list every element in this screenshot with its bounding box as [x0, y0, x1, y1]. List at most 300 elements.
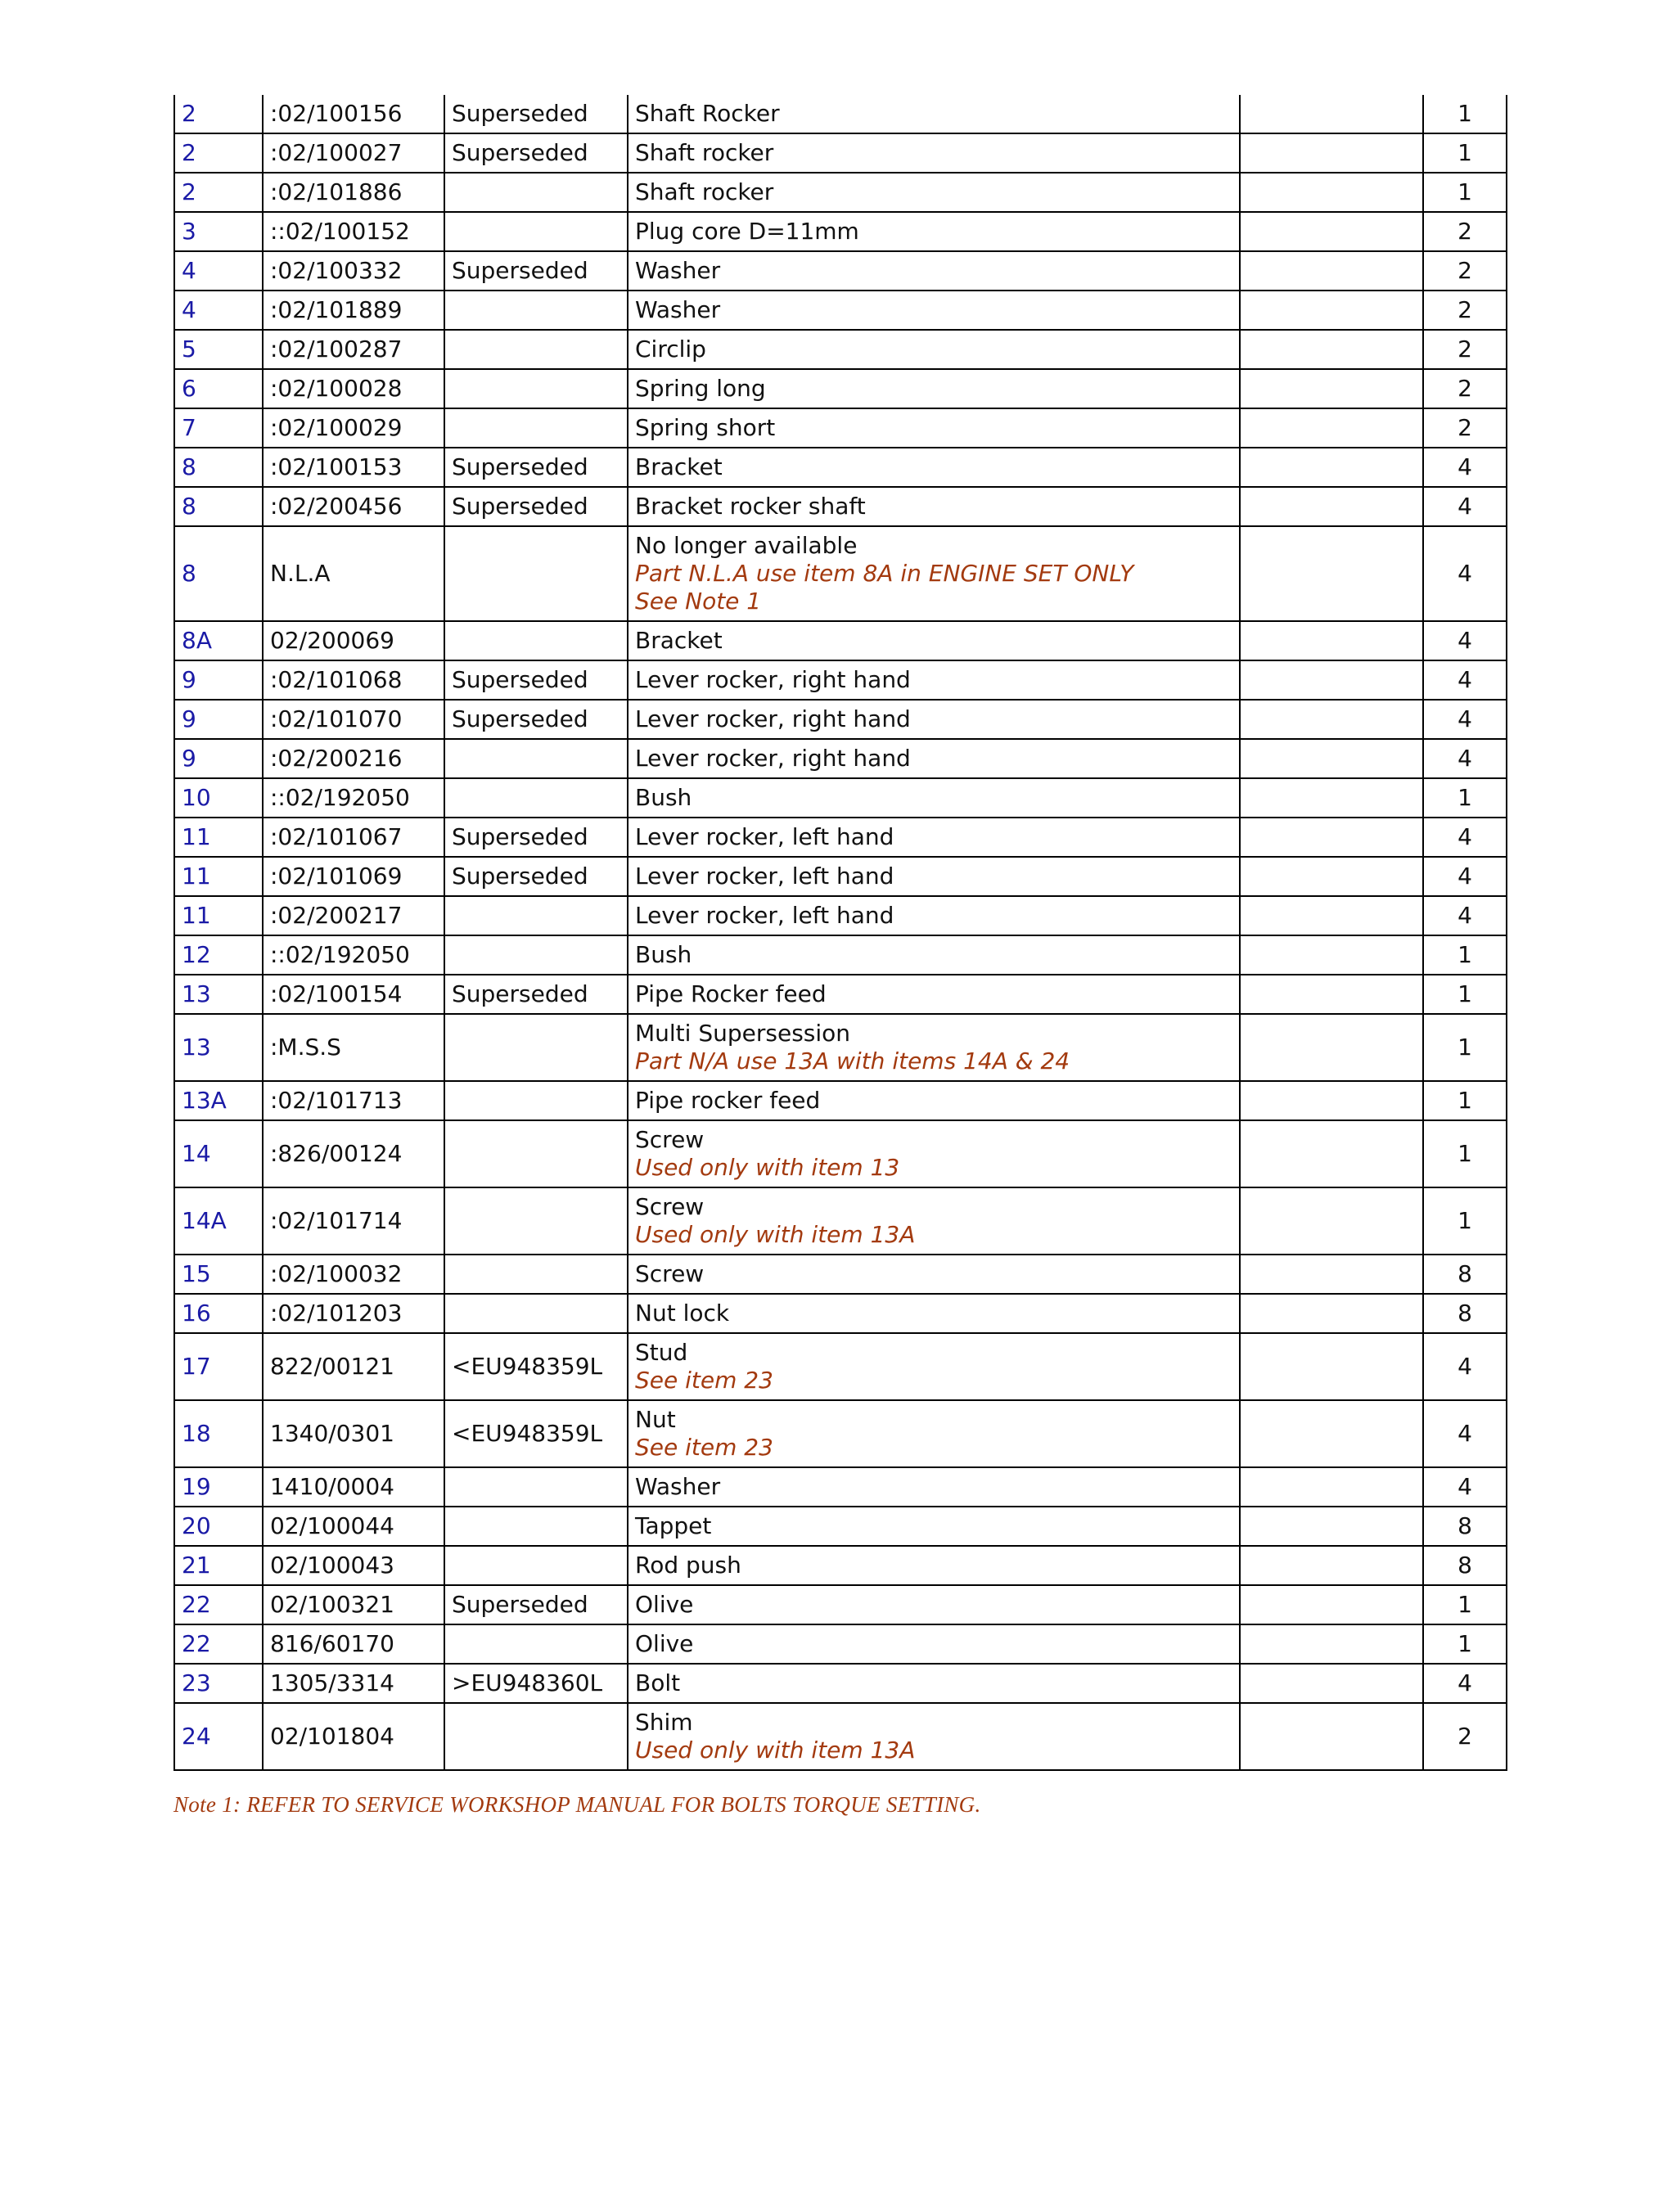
description-note: Part N/A use 13A with items 14A & 24: [635, 1047, 1070, 1074]
status-cell: [444, 1507, 628, 1546]
item-number-cell: 6: [174, 369, 263, 408]
item-number-cell: 23: [174, 1664, 263, 1703]
description-text: Spring long: [635, 375, 766, 402]
description-cell: [628, 818, 1240, 857]
item-number-cell: 16: [174, 1294, 263, 1333]
description-text: Shaft rocker: [635, 139, 774, 166]
item-number-cell: 22: [174, 1624, 263, 1664]
status-cell: [444, 330, 628, 369]
status-cell: Superseded: [444, 660, 628, 700]
parts-table-body: [174, 95, 1507, 1770]
table-row: [174, 857, 1507, 896]
description-cell: [628, 251, 1240, 291]
description-text: Plug core D=11mm: [635, 218, 859, 245]
part-number-cell: :02/101713: [263, 1081, 444, 1120]
status-cell: [444, 526, 628, 621]
status-cell: Superseded: [444, 95, 628, 133]
part-number-cell: 1340/0301: [263, 1400, 444, 1467]
part-number-cell: 1305/3314: [263, 1664, 444, 1703]
quantity-cell: 1: [1423, 1014, 1507, 1081]
quantity-cell: 1: [1423, 778, 1507, 818]
table-row: [174, 1294, 1507, 1333]
empty-cell: [1240, 896, 1423, 935]
description-text: Screw: [635, 1193, 705, 1220]
item-number-cell: 15: [174, 1255, 263, 1294]
table-row: [174, 1081, 1507, 1120]
empty-cell: [1240, 1187, 1423, 1255]
quantity-cell: 4: [1423, 487, 1507, 526]
empty-cell: [1240, 1120, 1423, 1187]
part-number-cell: :02/100156: [263, 95, 444, 133]
quantity-cell: 4: [1423, 1664, 1507, 1703]
empty-cell: [1240, 1294, 1423, 1333]
part-number-cell: :02/200456: [263, 487, 444, 526]
description-cell: [628, 975, 1240, 1014]
status-cell: [444, 1703, 628, 1770]
description-text: Bracket rocker shaft: [635, 493, 866, 520]
part-number-cell: :02/200216: [263, 739, 444, 778]
description-text: Washer: [635, 1473, 721, 1500]
status-cell: [444, 1624, 628, 1664]
part-number-cell: :02/100027: [263, 133, 444, 173]
description-text: Bush: [635, 784, 692, 811]
status-cell: Superseded: [444, 975, 628, 1014]
table-row: [174, 95, 1507, 133]
footnote: Note 1: REFER TO SERVICE WORKSHOP MANUAL FOR BOLTS TORQUE SETTING.: [173, 1792, 981, 1817]
empty-cell: [1240, 1507, 1423, 1546]
status-cell: >EU948360L: [444, 1664, 628, 1703]
table-row: [174, 487, 1507, 526]
part-number-cell: N.L.A: [263, 526, 444, 621]
status-cell: [444, 1546, 628, 1585]
item-number-cell: 22: [174, 1585, 263, 1624]
item-number-cell: 10: [174, 778, 263, 818]
quantity-cell: 2: [1423, 251, 1507, 291]
table-row: [174, 408, 1507, 448]
description-cell: [628, 95, 1240, 133]
description-text: Tappet: [635, 1512, 712, 1539]
status-cell: Superseded: [444, 1585, 628, 1624]
part-number-cell: :02/101886: [263, 173, 444, 212]
description-cell: [628, 1703, 1240, 1770]
description-cell: [628, 1507, 1240, 1546]
description-text: Lever rocker, right hand: [635, 705, 911, 732]
quantity-cell: 2: [1423, 291, 1507, 330]
quantity-cell: 4: [1423, 448, 1507, 487]
description-text: Shim: [635, 1709, 693, 1736]
empty-cell: [1240, 212, 1423, 251]
empty-cell: [1240, 1333, 1423, 1400]
quantity-cell: 1: [1423, 133, 1507, 173]
table-row: [174, 173, 1507, 212]
status-cell: [444, 1014, 628, 1081]
empty-cell: [1240, 1664, 1423, 1703]
description-text: Washer: [635, 296, 721, 323]
part-number-cell: :02/101067: [263, 818, 444, 857]
empty-cell: [1240, 291, 1423, 330]
description-text: Nut: [635, 1406, 676, 1433]
status-cell: <EU948359L: [444, 1400, 628, 1467]
part-number-cell: :02/100029: [263, 408, 444, 448]
item-number-cell: 9: [174, 739, 263, 778]
part-number-cell: :02/101889: [263, 291, 444, 330]
status-cell: [444, 778, 628, 818]
description-cell: [628, 1333, 1240, 1400]
description-text: No longer available: [635, 532, 858, 559]
item-number-cell: 8: [174, 487, 263, 526]
quantity-cell: 1: [1423, 1624, 1507, 1664]
description-cell: [628, 1187, 1240, 1255]
status-cell: [444, 1294, 628, 1333]
item-number-cell: 11: [174, 896, 263, 935]
description-cell: [628, 857, 1240, 896]
status-cell: [444, 621, 628, 660]
item-number-cell: 14A: [174, 1187, 263, 1255]
empty-cell: [1240, 369, 1423, 408]
item-number-cell: 2: [174, 133, 263, 173]
status-cell: [444, 369, 628, 408]
item-number-cell: 8A: [174, 621, 263, 660]
quantity-cell: 2: [1423, 408, 1507, 448]
status-cell: [444, 291, 628, 330]
part-number-cell: 02/100321: [263, 1585, 444, 1624]
part-number-cell: :02/100032: [263, 1255, 444, 1294]
quantity-cell: 1: [1423, 975, 1507, 1014]
description-text: Bush: [635, 941, 692, 968]
empty-cell: [1240, 95, 1423, 133]
item-number-cell: 5: [174, 330, 263, 369]
empty-cell: [1240, 1703, 1423, 1770]
empty-cell: [1240, 935, 1423, 975]
part-number-cell: :02/101069: [263, 857, 444, 896]
description-text: Multi Supersession: [635, 1020, 851, 1047]
quantity-cell: 4: [1423, 660, 1507, 700]
part-number-cell: :02/101070: [263, 700, 444, 739]
empty-cell: [1240, 778, 1423, 818]
item-number-cell: 18: [174, 1400, 263, 1467]
table-row: [174, 1703, 1507, 1770]
table-row: [174, 975, 1507, 1014]
part-number-cell: 02/200069: [263, 621, 444, 660]
description-cell: [628, 408, 1240, 448]
description-cell: [628, 291, 1240, 330]
quantity-cell: 4: [1423, 1333, 1507, 1400]
part-number-cell: :02/100154: [263, 975, 444, 1014]
description-cell: [628, 1546, 1240, 1585]
part-number-cell: 822/00121: [263, 1333, 444, 1400]
quantity-cell: 1: [1423, 1187, 1507, 1255]
status-cell: Superseded: [444, 818, 628, 857]
part-number-cell: ::02/100152: [263, 212, 444, 251]
quantity-cell: 8: [1423, 1255, 1507, 1294]
empty-cell: [1240, 1624, 1423, 1664]
table-row: [174, 935, 1507, 975]
item-number-cell: 17: [174, 1333, 263, 1400]
description-cell: [628, 1624, 1240, 1664]
table-row: [174, 1255, 1507, 1294]
description-cell: [628, 133, 1240, 173]
empty-cell: [1240, 1014, 1423, 1081]
description-text: Lever rocker, left hand: [635, 823, 894, 850]
quantity-cell: 1: [1423, 935, 1507, 975]
quantity-cell: 4: [1423, 526, 1507, 621]
table-row: [174, 1120, 1507, 1187]
part-number-cell: :02/100153: [263, 448, 444, 487]
description-text: Washer: [635, 257, 721, 284]
description-text: Lever rocker, right hand: [635, 666, 911, 693]
empty-cell: [1240, 133, 1423, 173]
description-cell: [628, 621, 1240, 660]
part-number-cell: :02/101203: [263, 1294, 444, 1333]
description-cell: [628, 660, 1240, 700]
description-cell: [628, 1081, 1240, 1120]
status-cell: Superseded: [444, 448, 628, 487]
item-number-cell: 4: [174, 291, 263, 330]
empty-cell: [1240, 1081, 1423, 1120]
empty-cell: [1240, 487, 1423, 526]
description-cell: [628, 526, 1240, 621]
table-row: [174, 1585, 1507, 1624]
empty-cell: [1240, 448, 1423, 487]
description-cell: [628, 896, 1240, 935]
part-number-cell: :M.S.S: [263, 1014, 444, 1081]
table-row: [174, 621, 1507, 660]
empty-cell: [1240, 739, 1423, 778]
table-row: [174, 1664, 1507, 1703]
quantity-cell: 4: [1423, 739, 1507, 778]
table-row: [174, 1624, 1507, 1664]
part-number-cell: :02/101714: [263, 1187, 444, 1255]
description-cell: [628, 1120, 1240, 1187]
quantity-cell: 4: [1423, 1467, 1507, 1507]
part-number-cell: :02/101068: [263, 660, 444, 700]
description-text: Lever rocker, left hand: [635, 902, 894, 929]
item-number-cell: 21: [174, 1546, 263, 1585]
table-row: [174, 700, 1507, 739]
quantity-cell: 8: [1423, 1507, 1507, 1546]
table-row: [174, 369, 1507, 408]
item-number-cell: 24: [174, 1703, 263, 1770]
quantity-cell: 4: [1423, 896, 1507, 935]
table-row: [174, 778, 1507, 818]
empty-cell: [1240, 1467, 1423, 1507]
description-text: Bracket: [635, 453, 723, 480]
table-row: [174, 1400, 1507, 1467]
table-row: [174, 1014, 1507, 1081]
description-text: Lever rocker, right hand: [635, 745, 911, 772]
table-row: [174, 660, 1507, 700]
empty-cell: [1240, 621, 1423, 660]
quantity-cell: 1: [1423, 1585, 1507, 1624]
description-note: See item 23: [635, 1434, 773, 1461]
empty-cell: [1240, 251, 1423, 291]
description-text: Screw: [635, 1126, 705, 1153]
part-number-cell: 02/100043: [263, 1546, 444, 1585]
quantity-cell: 1: [1423, 1081, 1507, 1120]
description-text: Shaft rocker: [635, 178, 774, 205]
status-cell: [444, 1120, 628, 1187]
description-cell: [628, 1294, 1240, 1333]
item-number-cell: 8: [174, 448, 263, 487]
item-number-cell: 20: [174, 1507, 263, 1546]
table-row: [174, 212, 1507, 251]
description-cell: [628, 487, 1240, 526]
part-number-cell: :02/100287: [263, 330, 444, 369]
empty-cell: [1240, 1546, 1423, 1585]
quantity-cell: 1: [1423, 95, 1507, 133]
description-text: Lever rocker, left hand: [635, 863, 894, 890]
item-number-cell: 7: [174, 408, 263, 448]
quantity-cell: 8: [1423, 1294, 1507, 1333]
description-cell: [628, 700, 1240, 739]
empty-cell: [1240, 700, 1423, 739]
description-cell: [628, 173, 1240, 212]
quantity-cell: 4: [1423, 818, 1507, 857]
empty-cell: [1240, 1255, 1423, 1294]
part-number-cell: 1410/0004: [263, 1467, 444, 1507]
item-number-cell: 2: [174, 173, 263, 212]
status-cell: [444, 1187, 628, 1255]
empty-cell: [1240, 408, 1423, 448]
description-text: Nut lock: [635, 1300, 730, 1327]
description-cell: [628, 1664, 1240, 1703]
description-cell: [628, 369, 1240, 408]
table-row: [174, 1333, 1507, 1400]
table-row: [174, 1546, 1507, 1585]
empty-cell: [1240, 857, 1423, 896]
part-number-cell: :02/100028: [263, 369, 444, 408]
item-number-cell: 9: [174, 700, 263, 739]
empty-cell: [1240, 660, 1423, 700]
item-number-cell: 3: [174, 212, 263, 251]
item-number-cell: 13: [174, 1014, 263, 1081]
description-text: Pipe Rocker feed: [635, 980, 827, 1007]
item-number-cell: 8: [174, 526, 263, 621]
quantity-cell: 2: [1423, 369, 1507, 408]
part-number-cell: ::02/192050: [263, 935, 444, 975]
status-cell: Superseded: [444, 487, 628, 526]
item-number-cell: 14: [174, 1120, 263, 1187]
quantity-cell: 4: [1423, 1400, 1507, 1467]
item-number-cell: 12: [174, 935, 263, 975]
status-cell: Superseded: [444, 857, 628, 896]
description-text: Pipe rocker feed: [635, 1087, 821, 1114]
status-cell: [444, 739, 628, 778]
table-row: [174, 448, 1507, 487]
description-cell: [628, 1255, 1240, 1294]
part-number-cell: 02/100044: [263, 1507, 444, 1546]
item-number-cell: 19: [174, 1467, 263, 1507]
description-cell: [628, 1585, 1240, 1624]
description-cell: [628, 448, 1240, 487]
description-cell: [628, 212, 1240, 251]
status-cell: [444, 935, 628, 975]
empty-cell: [1240, 818, 1423, 857]
quantity-cell: 4: [1423, 700, 1507, 739]
description-text: Olive: [635, 1630, 694, 1657]
table-row: [174, 291, 1507, 330]
status-cell: Superseded: [444, 700, 628, 739]
item-number-cell: 9: [174, 660, 263, 700]
quantity-cell: 2: [1423, 1703, 1507, 1770]
item-number-cell: 13A: [174, 1081, 263, 1120]
status-cell: Superseded: [444, 251, 628, 291]
status-cell: [444, 1081, 628, 1120]
empty-cell: [1240, 526, 1423, 621]
status-cell: [444, 896, 628, 935]
item-number-cell: 2: [174, 95, 263, 133]
description-note: Used only with item 13A: [635, 1737, 916, 1764]
quantity-cell: 1: [1423, 1120, 1507, 1187]
quantity-cell: 2: [1423, 330, 1507, 369]
description-text: Spring short: [635, 414, 776, 441]
parts-table: [173, 95, 1507, 1771]
description-text: Screw: [635, 1260, 705, 1287]
status-cell: [444, 408, 628, 448]
table-row: [174, 133, 1507, 173]
description-note: Used only with item 13: [635, 1154, 900, 1181]
table-row: [174, 739, 1507, 778]
description-text: Bolt: [635, 1669, 681, 1696]
table-row: [174, 1467, 1507, 1507]
description-cell: [628, 330, 1240, 369]
part-number-cell: :826/00124: [263, 1120, 444, 1187]
empty-cell: [1240, 975, 1423, 1014]
item-number-cell: 13: [174, 975, 263, 1014]
status-cell: <EU948359L: [444, 1333, 628, 1400]
description-cell: [628, 778, 1240, 818]
description-cell: [628, 1014, 1240, 1081]
table-row: [174, 1507, 1507, 1546]
table-row: [174, 818, 1507, 857]
quantity-cell: 2: [1423, 212, 1507, 251]
description-cell: [628, 1400, 1240, 1467]
description-note: See item 23: [635, 1367, 773, 1394]
description-note: Part N.L.A use item 8A in ENGINE SET ONLY: [635, 560, 1134, 587]
item-number-cell: 4: [174, 251, 263, 291]
description-text: Shaft Rocker: [635, 100, 780, 127]
description-cell: [628, 739, 1240, 778]
quantity-cell: 1: [1423, 173, 1507, 212]
description-text: Rod push: [635, 1552, 741, 1579]
status-cell: [444, 212, 628, 251]
table-row: [174, 526, 1507, 621]
table-row: [174, 251, 1507, 291]
description-text: Bracket: [635, 627, 723, 654]
item-number-cell: 11: [174, 818, 263, 857]
table-row: [174, 330, 1507, 369]
part-number-cell: 02/101804: [263, 1703, 444, 1770]
table-row: [174, 896, 1507, 935]
table-row: [174, 1187, 1507, 1255]
part-number-cell: :02/100332: [263, 251, 444, 291]
empty-cell: [1240, 1585, 1423, 1624]
empty-cell: [1240, 173, 1423, 212]
description-note: See Note 1: [635, 588, 762, 615]
description-text: Olive: [635, 1591, 694, 1618]
part-number-cell: 816/60170: [263, 1624, 444, 1664]
part-number-cell: ::02/192050: [263, 778, 444, 818]
empty-cell: [1240, 330, 1423, 369]
description-cell: [628, 935, 1240, 975]
empty-cell: [1240, 1400, 1423, 1467]
quantity-cell: 4: [1423, 621, 1507, 660]
quantity-cell: 8: [1423, 1546, 1507, 1585]
status-cell: [444, 1255, 628, 1294]
item-number-cell: 11: [174, 857, 263, 896]
status-cell: [444, 1467, 628, 1507]
part-number-cell: :02/200217: [263, 896, 444, 935]
